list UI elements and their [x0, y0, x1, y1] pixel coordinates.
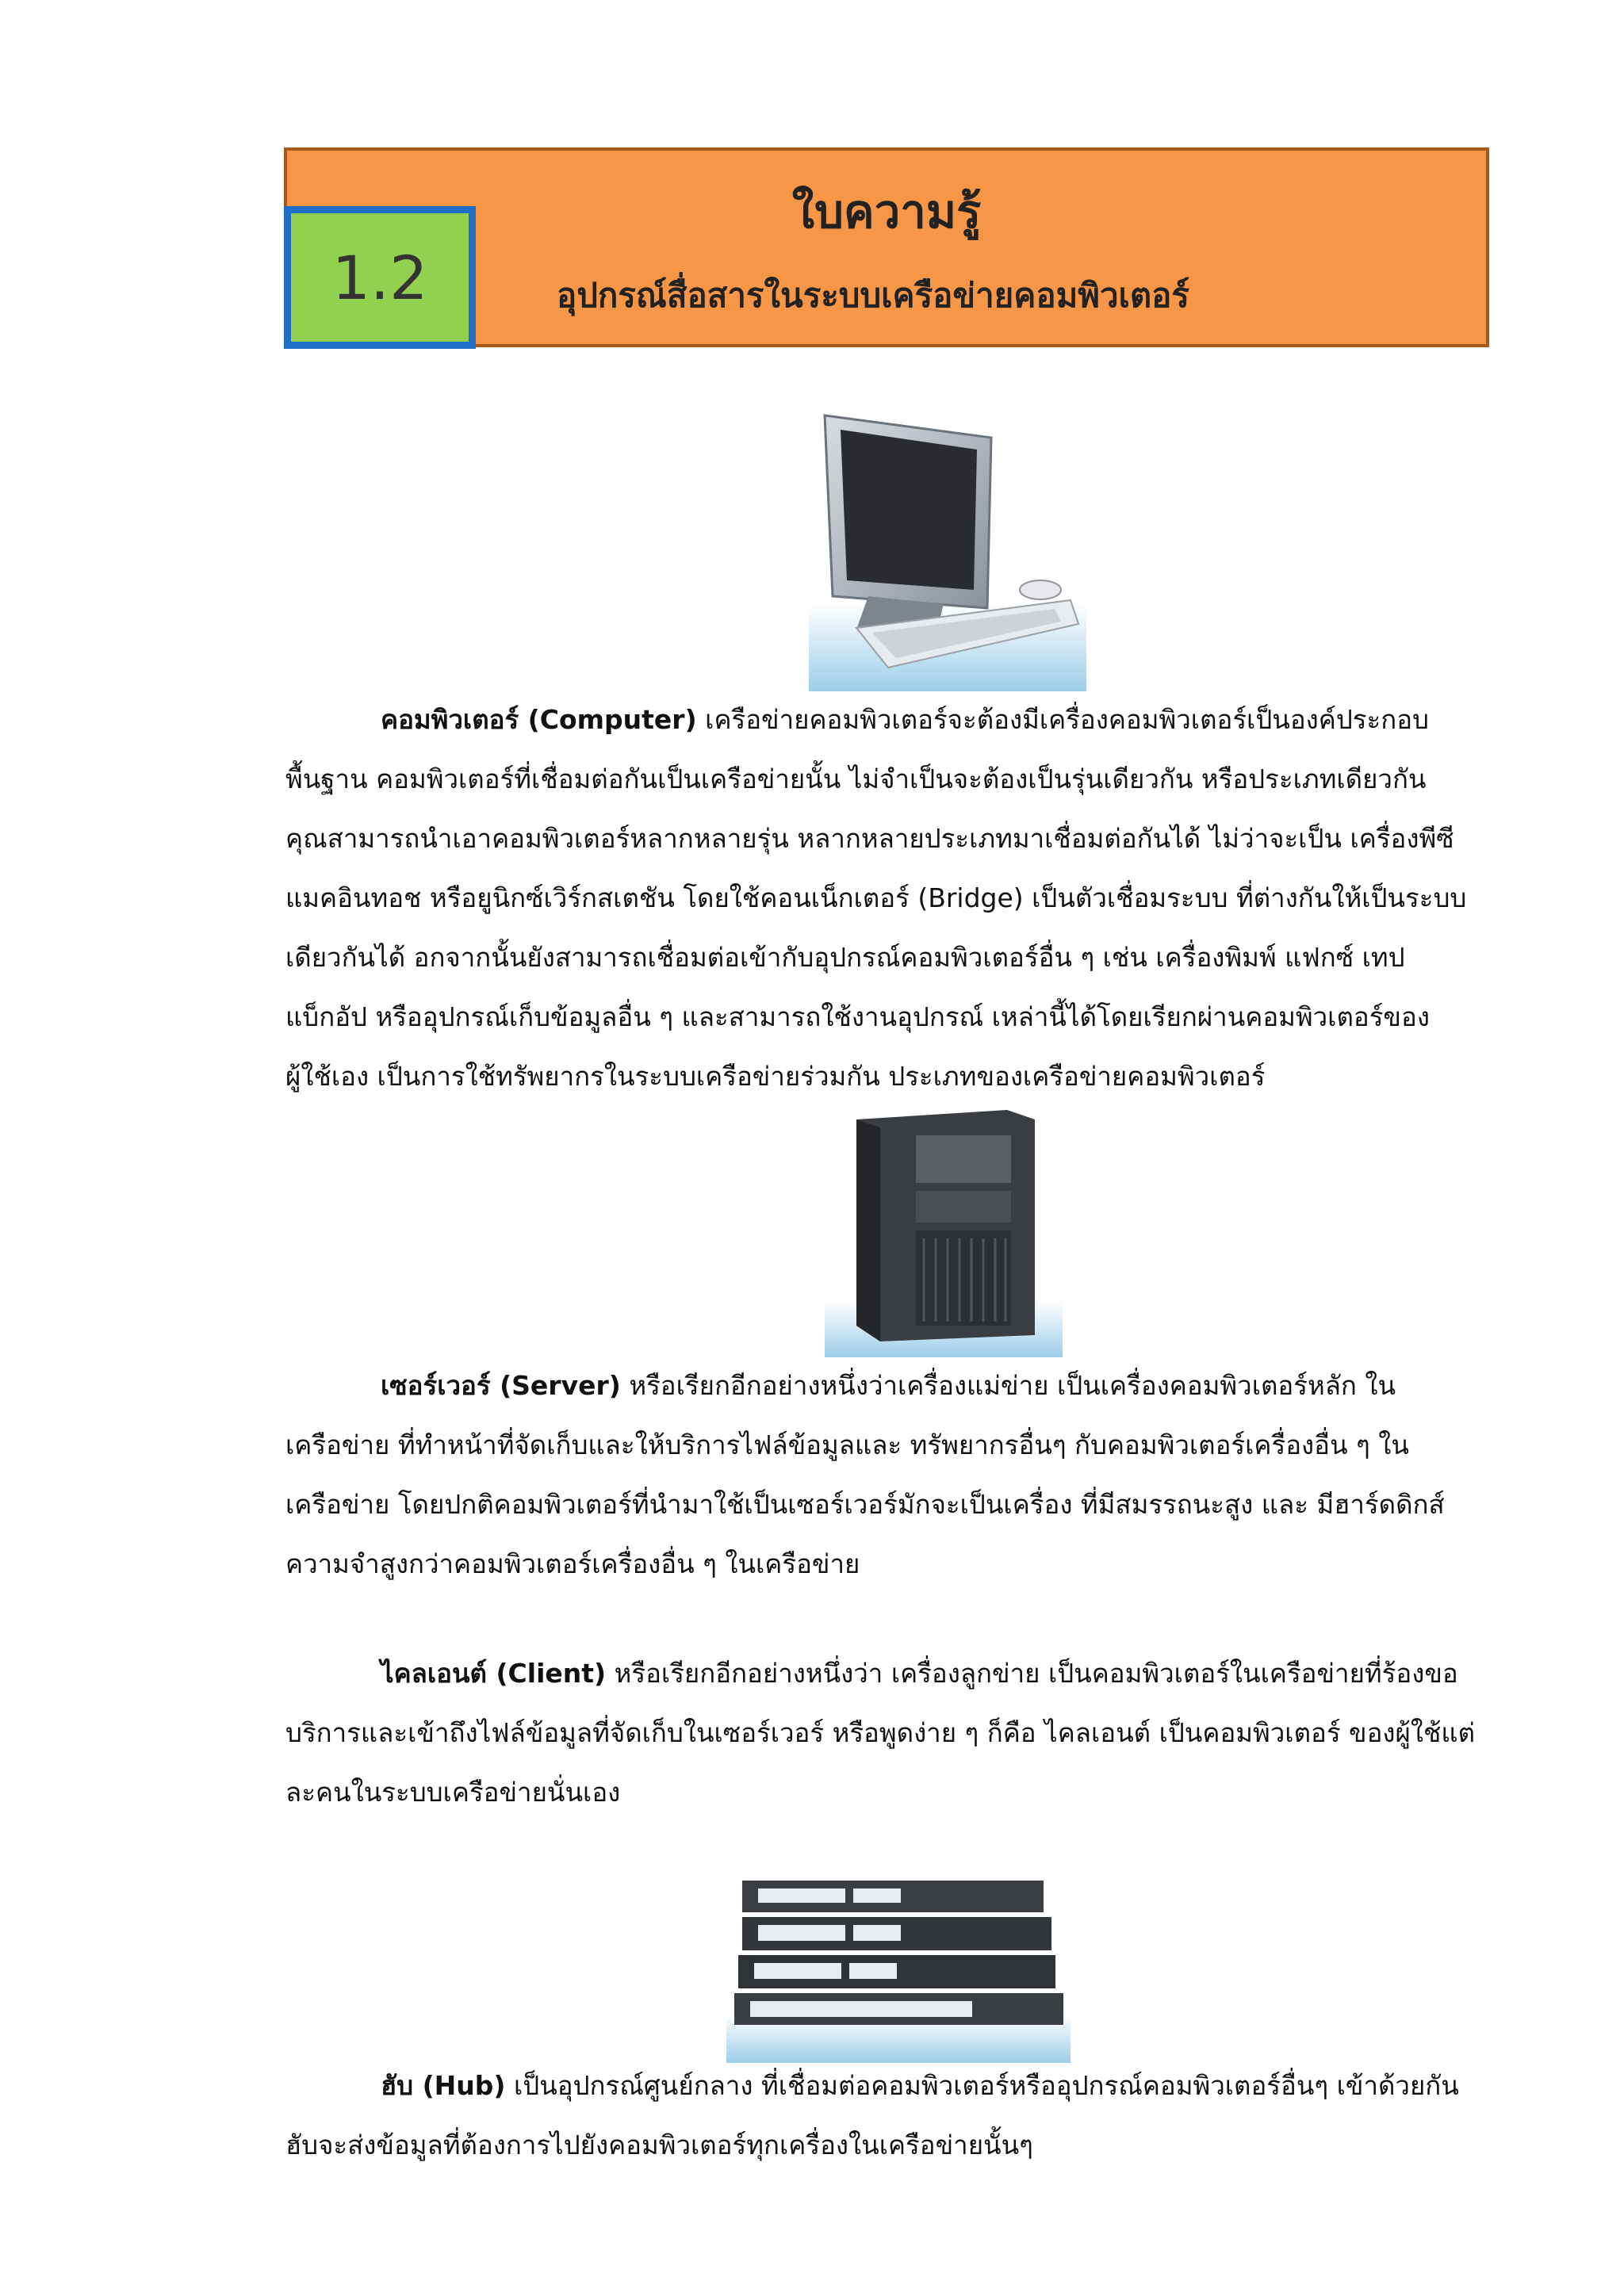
hub-line-1: เป็นอุปกรณ์ศูนย์กลาง ที่เชื่อมต่อคอมพิวเตอร์หรืออุปกรณ์คอมพิวเตอร์อื่นๆ เข้าด้วยกัน [505, 2070, 1459, 2101]
client-line-2: บริการและเข้าถึงไฟล์ข้อมูลที่จัดเก็บในเซอร์เวอร์ หรือพูดง่าย ๆ ก็คือ ไคลเอนต์ เป็นคอมพิวเตอร์ ของผู้ใช้แต่ [285, 1717, 1476, 1748]
computer-image [809, 406, 1086, 691]
term-server: เซอร์เวอร์ (Server) [381, 1370, 621, 1401]
computer-line-1: เครือข่ายคอมพิวเตอร์จะต้องมีเครื่องคอมพิวเตอร์เป็นองค์ประกอบ [696, 704, 1429, 735]
computer-line-6: แบ็กอัป หรืออุปกรณ์เก็บข้อมูลอื่น ๆ และสามารถใช้งานอุปกรณ์ เหล่านี้ได้โดยเรียกผ่านคอมพิวเตอร์ของ [285, 1001, 1430, 1032]
computer-line-3: คุณสามารถนำเอาคอมพิวเตอร์หลากหลายรุ่น หลากหลายประเภทมาเชื่อมต่อกันได้ ไม่ว่าจะเป็น เครื่องพีซี [285, 823, 1454, 854]
client-paragraph [285, 1644, 1507, 1822]
hub-image [726, 1865, 1071, 2063]
term-client: ไคลเอนต์ (Client) [381, 1658, 607, 1689]
server-image [825, 1104, 1063, 1357]
page-subtitle: อุปกรณ์สื่อสารในระบบเครือข่ายคอมพิวเตอร์ [557, 276, 1189, 315]
client-line-1: หรือเรียกอีกอย่างหนึ่งว่า เครื่องลูกข่าย เป็นคอมพิวเตอร์ในเครือข่ายที่ร้องขอ [606, 1658, 1458, 1689]
computer-line-4: แมคอินทอช หรือยูนิกซ์เวิร์กสเตชัน โดยใช้คอนเน็กเตอร์ (Bridge) เป็นตัวเชื่อมระบบ ที่ต่างกันให้เป็นระบบ [285, 882, 1467, 913]
hub-line-2: ฮับจะส่งข้อมูลที่ต้องการไปยังคอมพิวเตอร์ทุกเครื่องในเครือข่ายนั้นๆ [285, 2130, 1033, 2160]
server-line-1: หรือเรียกอีกอย่างหนึ่งว่าเครื่องแม่ข่าย เป็นเครื่องคอมพิวเตอร์หลัก ใน [620, 1370, 1396, 1401]
server-line-3: เครือข่าย โดยปกติคอมพิวเตอร์ที่นำมาใช้เป็นเซอร์เวอร์มักจะเป็นเครื่อง ที่มีสมรรถนะสูง และ มีฮาร์ดดิกส์ [285, 1489, 1445, 1520]
section-number-badge: 1.2 [284, 206, 476, 349]
page-title: ใบความรู้ [791, 185, 982, 239]
computer-line-2: พื้นฐาน คอมพิวเตอร์ที่เชื่อมต่อกันเป็นเครือข่ายนั้น ไม่จำเป็นจะต้องเป็นรุ่นเดียวกัน หรือประเภทเดียวกัน [285, 763, 1427, 794]
client-line-3: ละคนในระบบเครือข่ายนั่นเอง [285, 1777, 621, 1808]
computer-line-5: เดียวกันได้ อกจากนั้นยังสามารถเชื่อมต่อเข้ากับอุปกรณ์คอมพิวเตอร์อื่น ๆ เช่น เครื่องพิมพ์ แฟกซ์ เทป [285, 942, 1405, 973]
computer-paragraph [285, 690, 1507, 1106]
computer-line-7: ผู้ใช้เอง เป็นการใช้ทรัพยากรในระบบเครือข่ายร่วมกัน ประเภทของเครือข่ายคอมพิวเตอร์ [285, 1061, 1266, 1092]
server-paragraph [285, 1356, 1507, 1594]
term-hub: ฮับ (Hub) [381, 2070, 506, 2101]
server-line-4: ความจำสูงกว่าคอมพิวเตอร์เครื่องอื่น ๆ ในเครือข่าย [285, 1548, 860, 1579]
term-computer: คอมพิวเตอร์ (Computer) [381, 704, 697, 735]
hub-paragraph [285, 2056, 1507, 2175]
server-line-2: เครือข่าย ที่ทำหน้าที่จัดเก็บและให้บริการไฟล์ข้อมูลและ ทรัพยากรอื่นๆ กับคอมพิวเตอร์เครื่องอื่น ๆ ใน [285, 1429, 1409, 1460]
